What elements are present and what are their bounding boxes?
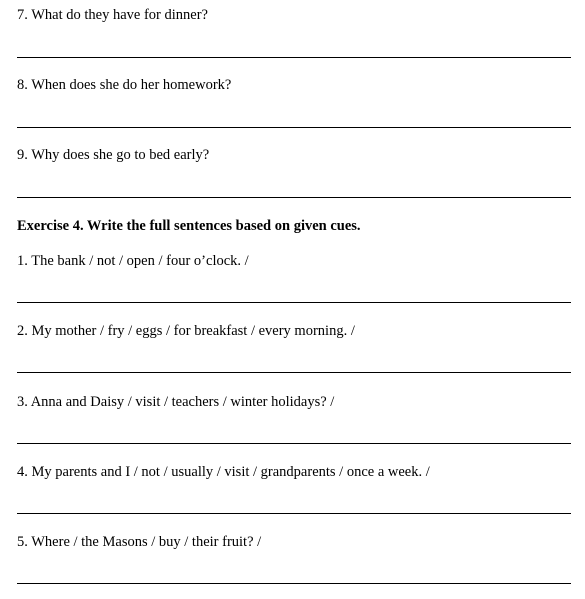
question-8: 8. When does she do her homework?: [17, 77, 232, 93]
answer-line-ex4-1[interactable]: [17, 302, 571, 303]
exercise-4-item-4: 4. My parents and I / not / usually / visit / grandparents / once a week. /: [17, 464, 430, 480]
exercise-4-item-1: 1. The bank / not / open / four o’clock. /: [17, 253, 249, 269]
answer-line-9[interactable]: [17, 197, 571, 198]
question-9: 9. Why does she go to bed early?: [17, 147, 210, 163]
answer-line-7[interactable]: [17, 57, 571, 58]
answer-line-ex4-2[interactable]: [17, 372, 571, 373]
answer-line-ex4-4[interactable]: [17, 513, 571, 514]
exercise-4-item-2: 2. My mother / fry / eggs / for breakfast / every morning. /: [17, 323, 355, 339]
answer-line-ex4-3[interactable]: [17, 443, 571, 444]
exercise-4-heading: Exercise 4. Write the full sentences based on given cues.: [17, 218, 361, 234]
answer-line-8[interactable]: [17, 127, 571, 128]
exercise-4-item-5: 5. Where / the Masons / buy / their fruit? /: [17, 534, 262, 550]
answer-line-ex4-5[interactable]: [17, 583, 571, 584]
question-7: 7. What do they have for dinner?: [17, 7, 208, 23]
exercise-4-item-3: 3. Anna and Daisy / visit / teachers / winter holidays? /: [17, 394, 335, 410]
